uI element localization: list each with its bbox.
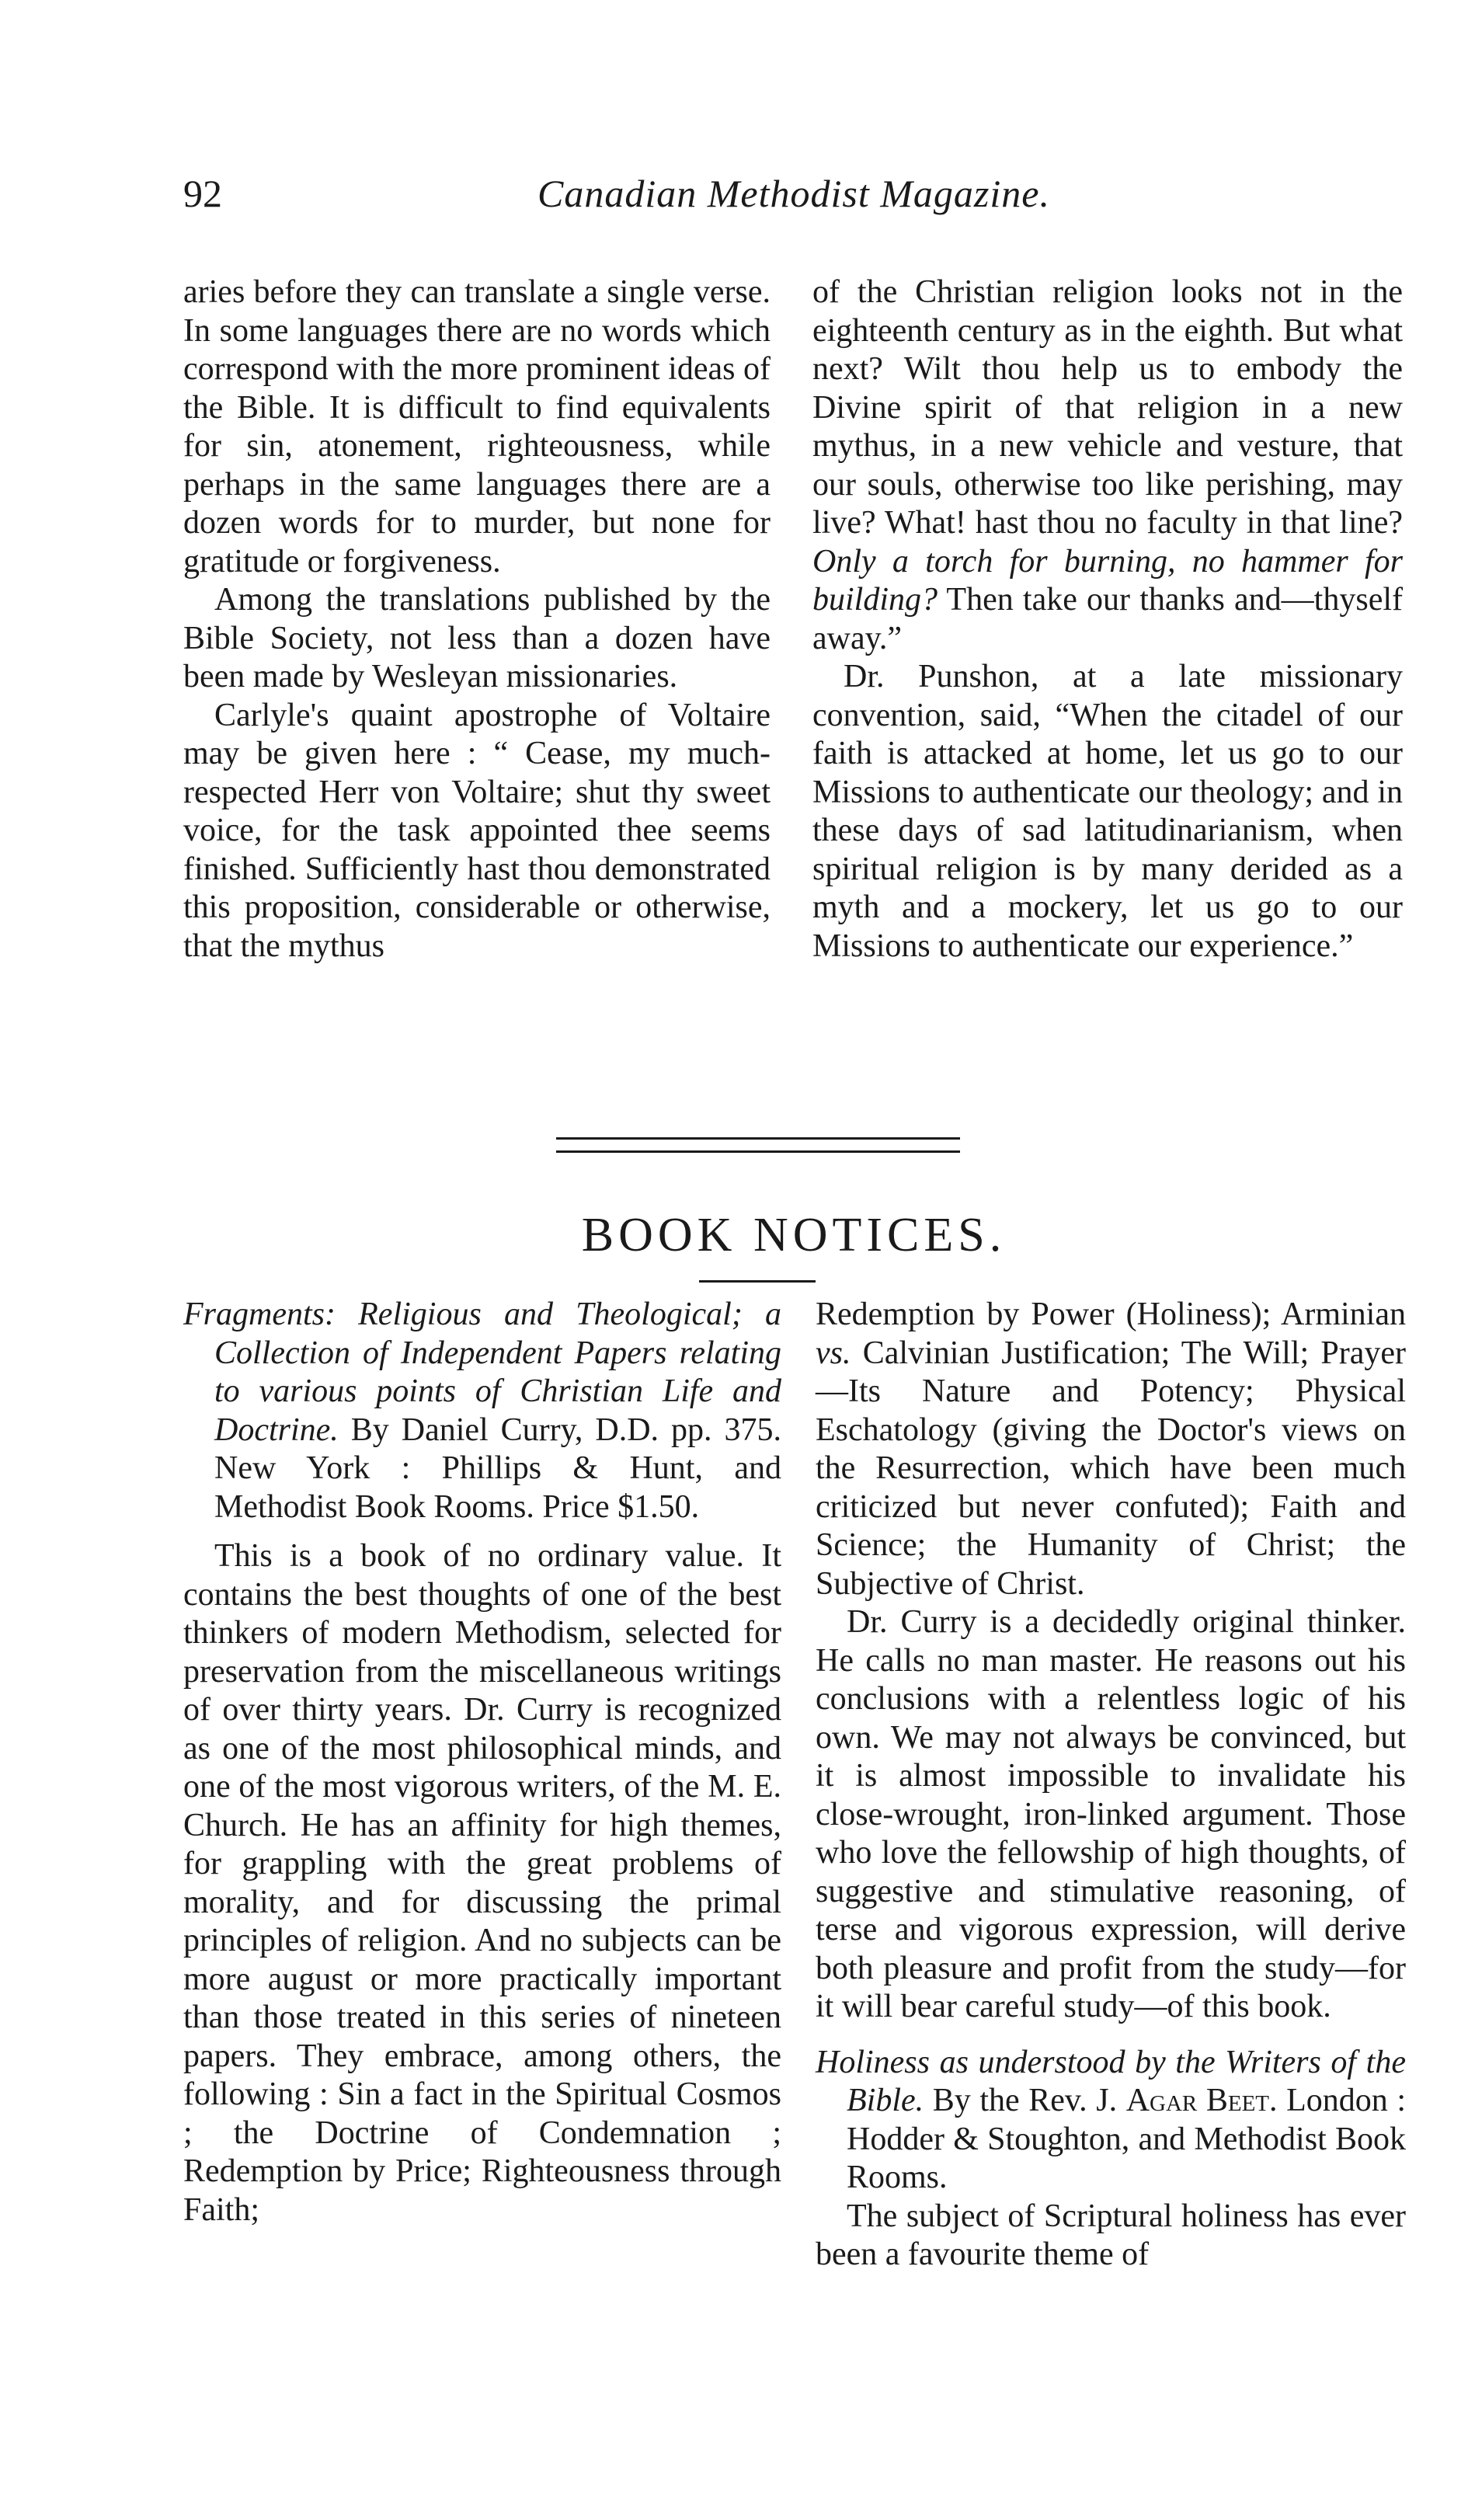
text-run: Calvinian Justification; The Will; Prayer—Its Nature and Potency; Physical Eschatology (giving the Doctor's views on the Resurrection, which have been much criticized but never confuted); Faith and Science; the Humanity of Christ; the Subjective of Christ. <box>816 1335 1406 1602</box>
text-run: of the Christian religion looks not in the eighteenth century as in the eighth. But what next? Wilt thou help us to embody the Divine spirit of that religion in a new mythus, in a new vehicle and vesture, that our souls, otherwise too like perishing, may live? What! hast thou no faculty in that line? <box>812 274 1403 541</box>
page-number: 92 <box>183 172 222 215</box>
text-run: By the Rev. J. <box>924 2083 1126 2118</box>
book-notice-heading <box>183 1296 781 1526</box>
notices-column-left <box>183 1296 781 2229</box>
book-details: . London : Hodder & Stoughton, and Methodist Book Rooms. <box>847 2083 1406 2195</box>
book-notice-heading <box>816 2044 1406 2198</box>
book-title: Holiness as understood by the Writers of the Bible. <box>816 2044 1406 2118</box>
title-underline <box>699 1280 816 1283</box>
paragraph: The subject of Scriptural holiness has ever been a favourite theme of <box>816 2198 1406 2272</box>
paragraph: Dr. Punshon, at a late missionary convention, said, “When the citadel of our faith is attacked at home, let us go to our Missions to authenticate our theology; and in these days of sad latitudinarianism, when spiritual religion is by many derided as a myth and a mockery, let us go to our Missions to authenticate our experience.” <box>812 659 1403 964</box>
section-title: BOOK NOTICES. <box>581 1209 1007 1262</box>
running-header <box>183 166 1404 228</box>
author-name: Agar Beet <box>1125 2083 1269 2118</box>
text-run: Then take our thanks and—thyself away.” <box>812 582 1403 656</box>
paragraph <box>816 1296 1406 1603</box>
paragraph: Dr. Curry is a decidedly original thinker. He calls no man master. He reasons out his conclusions with a relentless logic of his own. We may not always be convinced, but it is almost impossible to invalidate his close-wrought, iron-linked argument. Those who love the fellowship of high thoughts, of suggestive and stimulative reasoning, of terse and vigorous expression, will derive both pleasure and profit from the study—for it will bear careful study—of this book. <box>816 1604 1406 2024</box>
article-column-left <box>183 273 771 966</box>
paragraph: Among the translations published by the Bible Society, not less than a dozen have been made by Wesleyan missionaries. <box>183 582 771 694</box>
notices-column-right <box>816 1296 1406 2275</box>
running-title: Canadian Methodist Magazine. <box>537 172 1050 215</box>
italic-word: vs. <box>816 1335 851 1371</box>
text-run: Redemption by Power (Holiness); Arminian <box>816 1297 1406 1332</box>
paragraph: This is a book of no ordinary value. It contains the best thoughts of one of the best thinkers of modern Methodism, selected for preservation from the miscellaneous writings of over thirty years. Dr. Curry is recognized as one of the most philosophical minds, and one of the most vigorous writers, of the M. E. Church. He has an affinity for high themes, for grappling with the great problems of morality, and for discussing the primal principles of religion. And no subjects can be more august or more practically important than those treated in this series of nineteen papers. They embrace, among others, the following : Sin a fact in the Spiritual Cosmos ; the Doctrine of Condemnation ; Redemption by Price; Righteousness through Faith; <box>183 1538 781 2228</box>
section-divider <box>556 1137 960 1153</box>
paragraph <box>812 273 1403 658</box>
italic-quote: Only a torch for burning, no hammer for building? <box>812 543 1403 618</box>
paragraph: Carlyle's quaint apostrophe of Voltaire may be given here : “ Cease, my much-respected Herr von Voltaire; shut thy sweet voice, for the task appointed thee seems finished. Sufficiently hast thou demonstrated this proposition, considerable or otherwise, that the mythus <box>183 697 771 964</box>
book-title: Fragments: Religious and Theological; a Collection of Independent Papers relating to various points of Christian Life and Doctrine. <box>183 1297 781 1448</box>
paragraph: aries before they can translate a single verse. In some languages there are no words which correspond with the more prominent ideas of the Bible. It is difficult to find equivalents for sin, atonement, righteousness, while perhaps in the same languages there are a dozen words for to murder, but none for gratitude or forgiveness. <box>183 274 771 580</box>
article-column-right <box>812 273 1403 966</box>
book-details: By Daniel Curry, D.D. pp. 375. New York : Phillips & Hunt, and Methodist Book Rooms. Price $1.50. <box>214 1411 781 1525</box>
